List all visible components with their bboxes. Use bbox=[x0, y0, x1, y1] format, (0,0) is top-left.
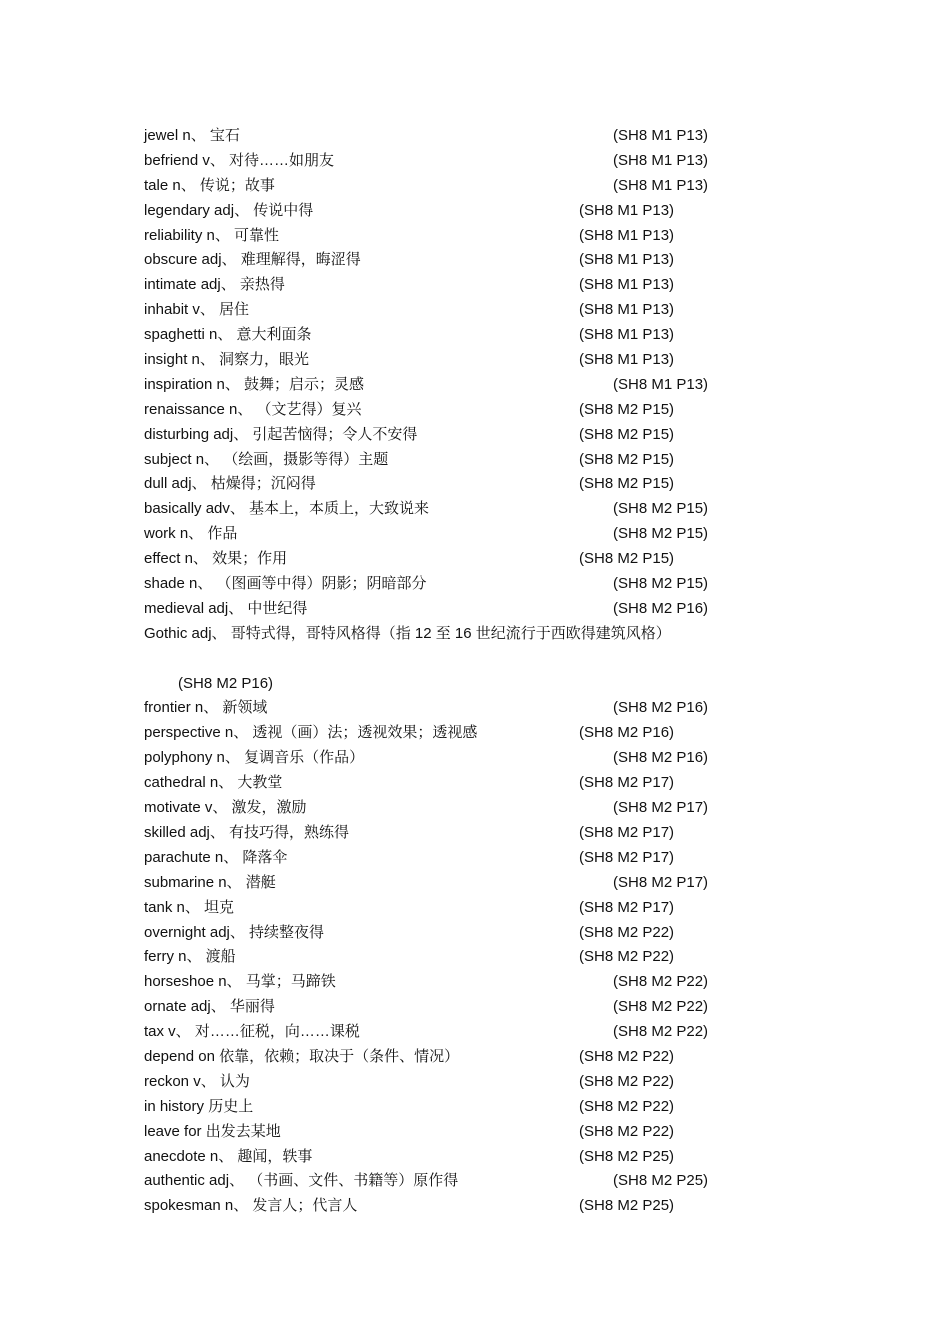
vocab-entry bbox=[144, 597, 784, 622]
source-reference: (SH8 M2 P22) bbox=[579, 1047, 675, 1065]
source-reference: (SH8 M2 P15) bbox=[613, 500, 709, 518]
vocab-entry bbox=[144, 896, 784, 921]
vocab-term: reliability n、 可靠性 bbox=[144, 226, 280, 244]
vocab-entry bbox=[144, 373, 784, 398]
vocab-term: ferry n、 渡船 bbox=[144, 948, 236, 966]
source-reference: (SH8 M2 P15) bbox=[579, 450, 675, 468]
vocab-term: authentic adj、 （书画、文件、书籍等）原作得 bbox=[144, 1172, 459, 1190]
vocab-term: work n、 作品 bbox=[144, 525, 238, 543]
vocab-entry bbox=[144, 871, 784, 896]
vocab-entry bbox=[144, 1095, 784, 1120]
vocab-entry bbox=[144, 1045, 784, 1070]
vocab-entry bbox=[144, 921, 784, 946]
vocab-term: Gothic adj、 哥特式得，哥特风格得（指 12 至 16 世纪流行于西欧得建筑风格） bbox=[144, 624, 671, 642]
vocab-entry bbox=[144, 771, 784, 796]
source-reference: (SH8 M2 P15) bbox=[579, 400, 675, 418]
source-reference: (SH8 M2 P15) bbox=[579, 550, 675, 568]
vocab-entry bbox=[144, 273, 784, 298]
source-reference: (SH8 M2 P17) bbox=[579, 898, 675, 916]
source-reference: (SH8 M2 P17) bbox=[579, 823, 675, 841]
vocab-term: basically adv、 基本上，本质上，大致说来 bbox=[144, 500, 430, 518]
vocab-term: motivate v、 激发，激励 bbox=[144, 799, 307, 817]
source-reference: (SH8 M2 P22) bbox=[613, 973, 709, 991]
vocab-entry bbox=[144, 1070, 784, 1095]
vocab-term: inspiration n、 鼓舞；启示；灵感 bbox=[144, 375, 365, 393]
source-reference: (SH8 M1 P13) bbox=[579, 351, 675, 369]
vocab-entry bbox=[144, 622, 784, 647]
vocab-term: skilled adj、 有技巧得，熟练得 bbox=[144, 823, 350, 841]
source-reference: (SH8 M2 P15) bbox=[579, 425, 675, 443]
vocab-entry bbox=[144, 1020, 784, 1045]
source-reference: (SH8 M2 P16) bbox=[178, 674, 274, 692]
vocab-term: tank n、 坦克 bbox=[144, 898, 235, 916]
source-reference: (SH8 M1 P13) bbox=[579, 226, 675, 244]
vocab-entry bbox=[144, 248, 784, 273]
vocabulary-list bbox=[144, 124, 784, 1219]
vocab-term: tale n、 传说；故事 bbox=[144, 176, 275, 194]
source-reference: (SH8 M2 P22) bbox=[579, 1122, 675, 1140]
source-reference: (SH8 M2 P22) bbox=[613, 1023, 709, 1041]
vocab-term: leave for 出发去某地 bbox=[144, 1122, 281, 1140]
vocab-entry bbox=[144, 746, 784, 771]
vocab-entry-continuation bbox=[144, 672, 784, 697]
vocab-term: cathedral n、 大教堂 bbox=[144, 774, 283, 792]
vocab-term: shade n、 （图画等中得）阴影；阴暗部分 bbox=[144, 575, 427, 593]
source-reference: (SH8 M2 P17) bbox=[613, 873, 709, 891]
source-reference: (SH8 M1 P13) bbox=[579, 276, 675, 294]
source-reference: (SH8 M2 P15) bbox=[613, 575, 709, 593]
source-reference: (SH8 M2 P25) bbox=[613, 1172, 709, 1190]
vocab-term: insight n、 洞察力，眼光 bbox=[144, 351, 310, 369]
vocab-entry bbox=[144, 970, 784, 995]
source-reference: (SH8 M2 P25) bbox=[579, 1147, 675, 1165]
vocab-entry bbox=[144, 1194, 784, 1219]
source-reference: (SH8 M1 P13) bbox=[579, 251, 675, 269]
vocab-entry bbox=[144, 1120, 784, 1145]
vocab-entry bbox=[144, 995, 784, 1020]
source-reference: (SH8 M2 P15) bbox=[579, 475, 675, 493]
source-reference: (SH8 M2 P22) bbox=[613, 998, 709, 1016]
vocab-entry bbox=[144, 721, 784, 746]
vocab-entry bbox=[144, 821, 784, 846]
vocab-entry bbox=[144, 1145, 784, 1170]
vocab-term: spaghetti n、 意大利面条 bbox=[144, 326, 312, 344]
source-reference: (SH8 M2 P22) bbox=[579, 1097, 675, 1115]
vocab-entry bbox=[144, 572, 784, 597]
vocab-term: polyphony n、 复调音乐（作品） bbox=[144, 749, 365, 767]
source-reference: (SH8 M2 P17) bbox=[613, 799, 709, 817]
vocab-term: in history 历史上 bbox=[144, 1097, 254, 1115]
source-reference: (SH8 M1 P13) bbox=[613, 127, 709, 144]
vocab-entry bbox=[144, 199, 784, 224]
vocab-term: tax v、 对……征税，向……课税 bbox=[144, 1023, 360, 1041]
source-reference: (SH8 M2 P16) bbox=[579, 724, 675, 742]
vocab-term: effect n、 效果；作用 bbox=[144, 550, 288, 568]
vocab-entry bbox=[144, 945, 784, 970]
source-reference: (SH8 M1 P13) bbox=[613, 176, 709, 194]
vocab-term: jewel n、 宝石 bbox=[144, 127, 240, 144]
vocab-term: legendary adj、 传说中得 bbox=[144, 201, 314, 219]
vocab-term: dull adj、 枯燥得；沉闷得 bbox=[144, 475, 316, 493]
source-reference: (SH8 M2 P17) bbox=[579, 774, 675, 792]
vocab-term: medieval adj、 中世纪得 bbox=[144, 599, 308, 617]
source-reference: (SH8 M1 P13) bbox=[613, 151, 709, 169]
vocab-term: frontier n、 新领域 bbox=[144, 699, 268, 717]
vocab-term: horseshoe n、 马掌；马蹄铁 bbox=[144, 973, 336, 991]
vocab-term: renaissance n、 （文艺得）复兴 bbox=[144, 400, 362, 418]
source-reference: (SH8 M2 P16) bbox=[613, 749, 709, 767]
vocab-term: depend on 依靠，依赖；取决于（条件、情况） bbox=[144, 1047, 460, 1065]
source-reference: (SH8 M2 P22) bbox=[579, 948, 675, 966]
source-reference: (SH8 M2 P15) bbox=[613, 525, 709, 543]
vocab-entry bbox=[144, 298, 784, 323]
source-reference: (SH8 M1 P13) bbox=[579, 326, 675, 344]
vocab-entry bbox=[144, 1169, 784, 1194]
vocab-term: parachute n、 降落伞 bbox=[144, 848, 288, 866]
vocab-entry bbox=[144, 497, 784, 522]
vocab-entry bbox=[144, 149, 784, 174]
vocab-entry bbox=[144, 423, 784, 448]
vocab-entry bbox=[144, 224, 784, 249]
vocab-term: inhabit v、 居住 bbox=[144, 301, 250, 319]
blank-line bbox=[144, 647, 784, 672]
vocab-term: disturbing adj、 引起苦恼得；令人不安得 bbox=[144, 425, 418, 443]
vocab-term: subject n、 （绘画，摄影等得）主题 bbox=[144, 450, 389, 468]
vocab-term: befriend v、 对待……如朋友 bbox=[144, 151, 335, 169]
vocab-entry bbox=[144, 348, 784, 373]
vocab-entry bbox=[144, 796, 784, 821]
source-reference: (SH8 M1 P13) bbox=[579, 301, 675, 319]
vocab-entry bbox=[144, 323, 784, 348]
source-reference: (SH8 M2 P22) bbox=[579, 923, 675, 941]
vocab-entry bbox=[144, 398, 784, 423]
vocab-term: intimate adj、 亲热得 bbox=[144, 276, 285, 294]
vocab-entry bbox=[144, 522, 784, 547]
vocab-term: ornate adj、 华丽得 bbox=[144, 998, 275, 1016]
vocab-term: reckon v、 认为 bbox=[144, 1072, 250, 1090]
source-reference: (SH8 M1 P13) bbox=[613, 375, 709, 393]
vocab-entry bbox=[144, 124, 784, 149]
source-reference: (SH8 M2 P25) bbox=[579, 1197, 675, 1215]
vocab-term: anecdote n、 趣闻，轶事 bbox=[144, 1147, 313, 1165]
vocab-term: perspective n、 透视（画）法；透视效果；透视感 bbox=[144, 724, 478, 742]
vocab-term: spokesman n、 发言人；代言人 bbox=[144, 1197, 358, 1215]
vocab-entry bbox=[144, 846, 784, 871]
vocab-entry bbox=[144, 696, 784, 721]
vocab-entry bbox=[144, 472, 784, 497]
source-reference: (SH8 M2 P16) bbox=[613, 599, 709, 617]
vocab-term: obscure adj、 难理解得，晦涩得 bbox=[144, 251, 361, 269]
source-reference: (SH8 M2 P22) bbox=[579, 1072, 675, 1090]
vocab-entry bbox=[144, 448, 784, 473]
vocab-entry bbox=[144, 547, 784, 572]
vocab-term: overnight adj、 持续整夜得 bbox=[144, 923, 325, 941]
vocab-term: submarine n、 潜艇 bbox=[144, 873, 276, 891]
source-reference: (SH8 M2 P16) bbox=[613, 699, 709, 717]
source-reference: (SH8 M1 P13) bbox=[579, 201, 675, 219]
vocab-entry bbox=[144, 174, 784, 199]
source-reference: (SH8 M2 P17) bbox=[579, 848, 675, 866]
